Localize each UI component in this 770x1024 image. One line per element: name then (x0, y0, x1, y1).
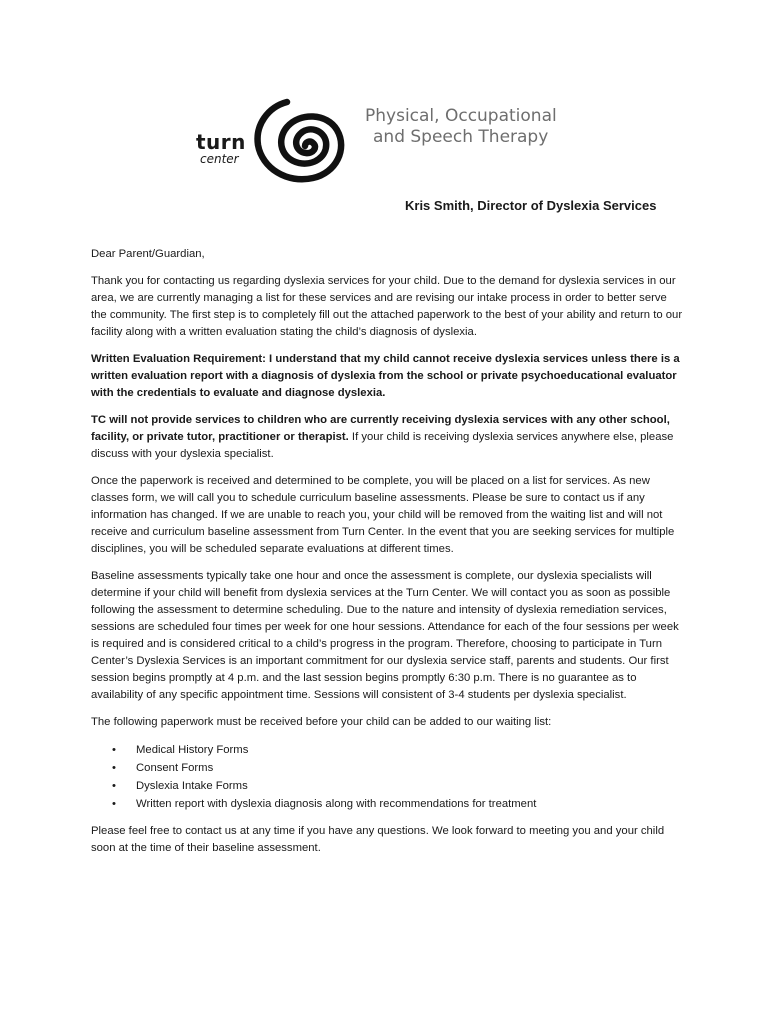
logo-word-center: center (200, 152, 239, 166)
logo-tagline (365, 106, 557, 148)
logo-tagline-line1: Physical, Occupational (365, 106, 557, 126)
tc-policy-normal: If your child is receiving dyslexia services anywhere else, please discuss with your dyslexia specialist. (91, 431, 674, 460)
turn-center-logo (192, 96, 592, 188)
logo-word-turn: turn (196, 130, 246, 154)
paperwork-list (91, 741, 683, 813)
list-intro-paragraph: The following paperwork must be received before your child can be added to our waiting list: (91, 716, 552, 728)
intro-paragraph: Thank you for contacting us regarding dyslexia services for your child. Due to the demand for dyslexia services in our area, we are currently managing a list for these services and are revising our intake process in order to better serve the community. The first step is to completely fill out the attached paperwork to the best of your ability and return to our facility along with a written evaluation stating the child’s diagnosis of dyslexia. (91, 275, 683, 338)
tc-policy-paragraph (91, 412, 683, 463)
evaluation-requirement-paragraph: Written Evaluation Requirement: I understand that my child cannot receive dyslexia services unless there is a written evaluation report with a diagnosis of dyslexia from the school or private psychoeducational evaluator with the credentials to evaluate and diagnose dyslexia. (91, 353, 680, 399)
closing-paragraph: Please feel free to contact us at any time if you have any questions. We look forward to meeting you and your child soon at the time of their baseline assessment. (91, 825, 665, 854)
salutation: Dear Parent/Guardian, (91, 248, 205, 260)
list-item: • Written report with dyslexia diagnosis along with recommendations for treatment (136, 795, 683, 813)
paperwork-paragraph: Once the paperwork is received and determined to be complete, you will be placed on a list for services. As new classes form, we will call you to schedule curriculum baseline assessments. Please be sure to contact us if any information has changed. If we are unable to reach you, your child will be removed from the waiting list and will not receive and curriculum baseline assessment from Turn Center. In the event that you are seeking services for multiple disciplines, you will be scheduled separate evaluations at different times. (91, 475, 675, 555)
list-item: • Dyslexia Intake Forms (136, 777, 683, 795)
list-item: • Medical History Forms (136, 741, 683, 759)
director-heading: Kris Smith, Director of Dyslexia Services (405, 198, 657, 213)
list-item: • Consent Forms (136, 759, 683, 777)
logo-tagline-line2: and Speech Therapy (373, 127, 549, 147)
baseline-paragraph: Baseline assessments typically take one hour and once the assessment is complete, our dyslexia specialists will determine if your child will benefit from dyslexia services at the Turn Center. We will contact you as soon as possible following the assessment to determine scheduling. Due to the nature and intensity of dyslexia remediation services, sessions are scheduled four times per week for one hour sessions. Attendance for each of the four sessions per week is required and is considered critical to a child’s progress in the program. Therefore, choosing to participate in Turn Center’s Dyslexia Services is an important commitment for our dyslexia service staff, parents and students. Our first session begins promptly at 4 p.m. and the last session begins promptly 6:30 p.m. There is no guarantee as to availability of any specific appointment time. Sessions will consistent of 3-4 students per dyslexia specialist. (91, 570, 679, 701)
letter-body (91, 246, 683, 867)
tc-policy-bold: TC will not provide services to children who are currently receiving dyslexia services with any other school, facility, or private tutor, practitioner or therapist. (91, 414, 670, 443)
